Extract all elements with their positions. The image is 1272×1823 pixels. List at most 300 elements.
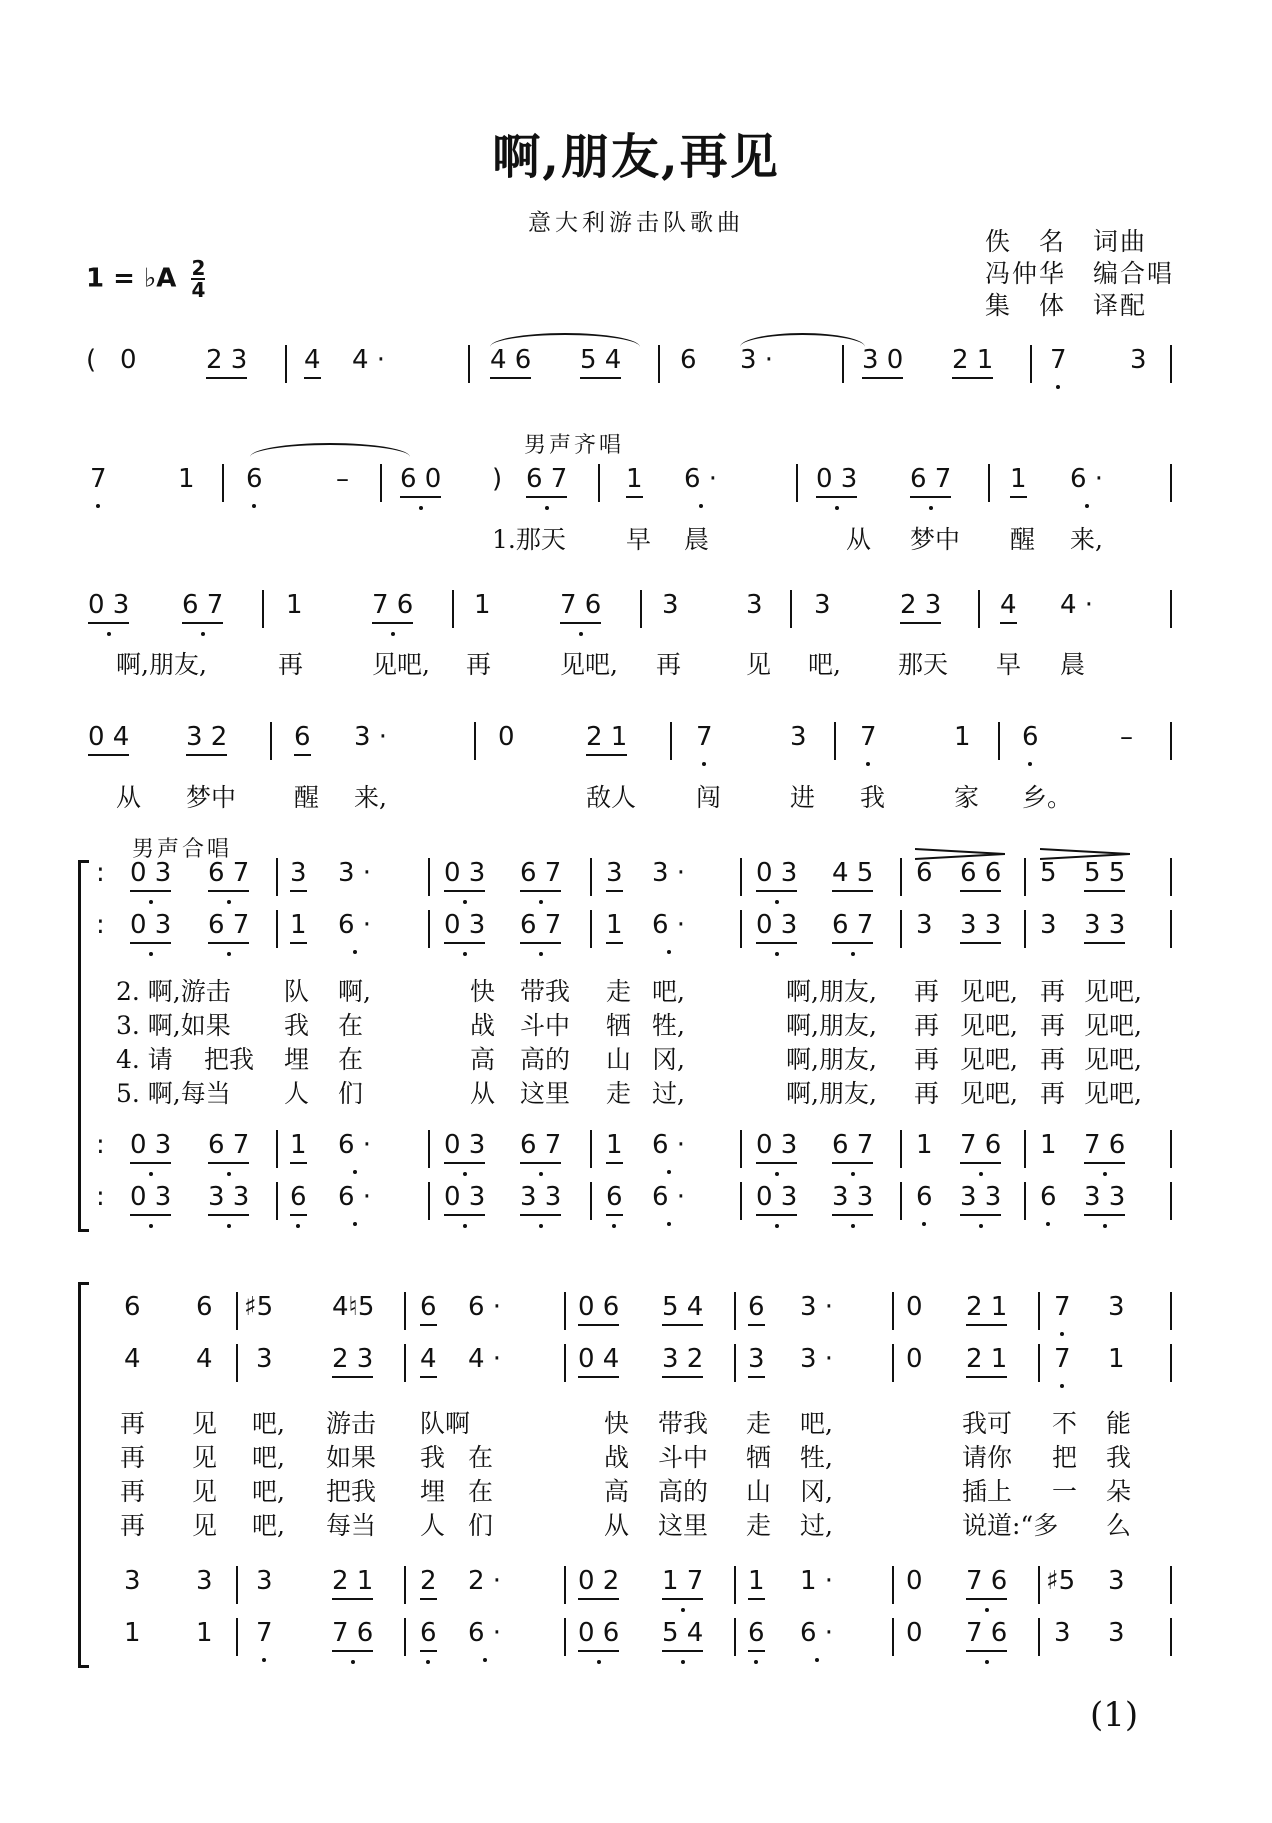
lyric: 不: [1052, 1409, 1078, 1438]
note: 0: [906, 1566, 923, 1596]
note: 1: [916, 1130, 933, 1160]
note: 4: [124, 1344, 141, 1374]
lyric: 从: [604, 1511, 630, 1540]
note: 7 6: [1084, 1130, 1125, 1164]
lyric-verse-4: [0, 1040, 1272, 1074]
lyric: 吧,: [252, 1511, 285, 1540]
note: (: [86, 345, 97, 375]
lyric: 冈,: [652, 1045, 685, 1074]
note: 2 3: [332, 1344, 373, 1378]
lyric: 再: [1040, 1011, 1066, 1040]
barline: [640, 590, 642, 628]
lyric: 啊,朋友,: [786, 1079, 877, 1108]
lyric: 再: [466, 650, 492, 679]
lyric-line-verse1-b: [0, 645, 1272, 679]
lyric: 晨: [1060, 650, 1086, 679]
note: 3 2: [662, 1344, 703, 1378]
lyric: 见吧,: [960, 977, 1018, 1006]
note: 6 ·: [338, 1130, 372, 1160]
note: 6 ·: [652, 1130, 686, 1160]
lyric: 晨: [684, 525, 710, 554]
note: 1: [290, 1130, 307, 1164]
note: 0 4: [88, 722, 129, 756]
chorus2-bass: [0, 1618, 1272, 1658]
lyric: 再: [278, 650, 304, 679]
note: 0 3: [130, 1130, 171, 1164]
lyric: 敌人: [586, 783, 637, 812]
lyric-verse-4-cont: [0, 1472, 1272, 1506]
note: 3: [256, 1566, 273, 1596]
note: 3: [1108, 1292, 1125, 1322]
chorus1-tenor1: : 0 3 6 7 3 3 · 0 3 6 7 3 3 · 0 3 4 5 6 6 6 5 5 5: [0, 858, 1272, 898]
note: 3: [606, 858, 623, 892]
barline: [262, 590, 264, 628]
barline: [590, 1130, 592, 1168]
lyric: 过,: [652, 1079, 685, 1108]
barline: [1170, 1566, 1172, 1604]
lyric: 3. 啊,如果: [116, 1011, 231, 1040]
note: 2 1: [586, 722, 627, 756]
barline: [428, 910, 430, 948]
note: 0: [906, 1344, 923, 1374]
note: 6 7: [832, 910, 873, 944]
note: 4♮5: [332, 1292, 375, 1322]
lyric: 能: [1106, 1409, 1132, 1438]
barline: [590, 858, 592, 896]
note: 6 7: [832, 1130, 873, 1164]
note: 1: [290, 910, 307, 944]
lyric: 啊,朋友,: [786, 1011, 877, 1040]
lyric: 见: [192, 1477, 218, 1506]
song-subtitle: 意大利游击队歌曲: [528, 210, 744, 236]
note: 5 5: [1084, 858, 1125, 892]
note: 3: [790, 722, 807, 752]
barline: [404, 1292, 406, 1330]
note: 4: [420, 1344, 437, 1378]
note: 6 0: [400, 464, 441, 498]
note: 0: [498, 722, 515, 752]
lyric: 来,: [354, 783, 387, 812]
score-row-2: [0, 464, 1272, 504]
lyric: 见吧,: [1084, 977, 1142, 1006]
note: 6: [290, 1182, 307, 1216]
lyric: 啊,朋友,: [786, 1045, 877, 1074]
lyric: 再: [1040, 1045, 1066, 1074]
barline: [670, 722, 672, 760]
note: 7: [860, 722, 877, 752]
lyric: 再: [120, 1409, 146, 1438]
note: 7: [90, 464, 107, 494]
lyric: 啊,朋友,: [116, 650, 207, 679]
note: ): [492, 464, 503, 494]
note: 6 ·: [652, 1182, 686, 1212]
credit-translation: 集 体 译配: [985, 291, 1148, 320]
lyric: 埋: [284, 1045, 310, 1074]
barline: [1170, 345, 1172, 383]
note: 7: [1050, 345, 1067, 375]
lyric: 牺: [606, 1011, 632, 1040]
lyric: 牲,: [652, 1011, 685, 1040]
lyric: 我: [1106, 1443, 1132, 1472]
score-row-3: [0, 590, 1272, 630]
barline: [734, 1292, 736, 1330]
lyric: 人: [284, 1079, 310, 1108]
barline: [590, 910, 592, 948]
lyric: 们: [338, 1079, 364, 1108]
lyric: 高的: [658, 1477, 709, 1506]
lyric: 再: [914, 1079, 940, 1108]
note: 3: [662, 590, 679, 620]
barline: [1170, 1618, 1172, 1656]
lyric: 战: [470, 1011, 496, 1040]
barline: [564, 1618, 566, 1656]
barline: [740, 1130, 742, 1168]
key-signature: [86, 258, 205, 300]
barline: [988, 464, 990, 502]
note: 2 3: [206, 345, 247, 379]
lyric: 人: [420, 1511, 446, 1540]
lyric: 见吧,: [372, 650, 430, 679]
note: 5 4: [580, 345, 621, 379]
lyric: 牺: [746, 1443, 772, 1472]
lyric: 见吧,: [1084, 1079, 1142, 1108]
lyric: 在: [468, 1477, 494, 1506]
note: 6 ·: [1070, 464, 1104, 494]
note: 3: [814, 590, 831, 620]
page-number: (1): [1090, 1695, 1139, 1735]
lyric: 插上: [962, 1477, 1013, 1506]
lyric: 队: [284, 977, 310, 1006]
note: 3: [748, 1344, 765, 1378]
lyric: 再: [1040, 977, 1066, 1006]
barline: [1170, 464, 1172, 502]
note: 4 5: [832, 858, 873, 892]
lyric: 把: [1052, 1443, 1078, 1472]
note: 4 ·: [352, 345, 386, 375]
lyric: 我: [420, 1443, 446, 1472]
note: 0 3: [816, 464, 857, 498]
barline: [1038, 1344, 1040, 1382]
lyric: 见: [192, 1443, 218, 1472]
barline: [276, 1182, 278, 1220]
lyric: 快: [470, 977, 496, 1006]
lyric: 1.那天: [492, 525, 566, 554]
lyric: 见: [192, 1511, 218, 1540]
note: 3: [1108, 1566, 1125, 1596]
note: 3 0: [862, 345, 903, 379]
score-row-1: [0, 345, 1272, 385]
note: 3 3: [960, 1182, 1001, 1216]
note: 3 3: [1084, 910, 1125, 944]
barline: [404, 1566, 406, 1604]
lyric: 把我: [204, 1045, 255, 1074]
lyric: 再: [120, 1511, 146, 1540]
lyric: 请你: [962, 1443, 1013, 1472]
lyric: 在: [338, 1011, 364, 1040]
barline: [734, 1566, 736, 1604]
lyric: 吧,: [652, 977, 685, 1006]
note: 1: [748, 1566, 765, 1600]
lyric: 过,: [800, 1511, 833, 1540]
note: 6 7: [520, 1130, 561, 1164]
note: 0 3: [756, 858, 797, 892]
lyric: 再: [1040, 1079, 1066, 1108]
note: 1: [286, 590, 303, 620]
note: 0 3: [444, 1182, 485, 1216]
lyric: 吧,: [252, 1409, 285, 1438]
lyric-verse-5-cont: [0, 1506, 1272, 1540]
lyric: 么: [1106, 1511, 1132, 1540]
barline: [658, 345, 660, 383]
lyric: 见: [746, 650, 772, 679]
note: 3 3: [520, 1182, 561, 1216]
note: 6 ·: [652, 910, 686, 940]
note: 0 3: [130, 858, 171, 892]
note: 3: [290, 858, 307, 892]
note: 1: [124, 1618, 141, 1648]
note: 2 1: [966, 1292, 1007, 1326]
note: 6: [916, 858, 933, 888]
note: 3: [1040, 910, 1057, 940]
lyric: 冈,: [800, 1477, 833, 1506]
lyric: 见: [192, 1409, 218, 1438]
lyric: 见吧,: [960, 1011, 1018, 1040]
note: 3 ·: [354, 722, 388, 752]
label-male-chorus: 男声合唱: [132, 837, 233, 862]
note: 6 7: [526, 464, 567, 498]
lyric: 见吧,: [1084, 1011, 1142, 1040]
note: 7 6: [960, 1130, 1001, 1164]
note: 4 6: [490, 345, 531, 379]
note: 3: [256, 1344, 273, 1374]
note: 2 3: [900, 590, 941, 624]
lyric: 家: [954, 783, 980, 812]
note: 0 2: [578, 1566, 619, 1600]
chorus1-bass: : 0 3 3 3 6 6 · 0 3 3 3 6 6 · 0 3 3 3 6 3 3 6 3 3: [0, 1182, 1272, 1222]
barline: [842, 345, 844, 383]
lyric: 啊,: [338, 977, 371, 1006]
barline: [236, 1618, 238, 1656]
lyric: 那天: [898, 650, 949, 679]
lyric: 我: [860, 783, 886, 812]
barline: [1170, 1182, 1172, 1220]
note: 7: [256, 1618, 273, 1648]
barline: [1024, 910, 1026, 948]
lyric: 梦中: [910, 525, 961, 554]
note: 3 ·: [800, 1344, 834, 1374]
score-row-4: [0, 722, 1272, 762]
chorus2-tenor1: [0, 1292, 1272, 1332]
note: 1: [1108, 1344, 1125, 1374]
lyric: 再: [120, 1443, 146, 1472]
barline: [790, 590, 792, 628]
note: 6 ·: [338, 1182, 372, 1212]
note: 2 1: [332, 1566, 373, 1600]
note: 2: [420, 1566, 437, 1600]
barline: [428, 1130, 430, 1168]
song-title: 啊,朋友,再见: [492, 129, 780, 185]
note: 6 ·: [800, 1618, 834, 1648]
lyric: 高: [470, 1045, 496, 1074]
note: 1: [606, 1130, 623, 1164]
lyric: 埋: [420, 1477, 446, 1506]
barline: [564, 1566, 566, 1604]
note: 0 3: [130, 910, 171, 944]
note: 0 3: [756, 1182, 797, 1216]
note: –: [336, 464, 349, 494]
note: 3: [746, 590, 763, 620]
barline: [892, 1344, 894, 1382]
note: 5: [1040, 858, 1057, 888]
chorus1-tenor2: : 0 3 6 7 1 6 · 0 3 6 7 1 6 · 0 3 6 7 3 3 3 3 3 3: [0, 910, 1272, 950]
note: 6: [748, 1618, 765, 1652]
chorus2-baritone: [0, 1566, 1272, 1606]
lyric: 一: [1052, 1477, 1078, 1506]
barline: [740, 858, 742, 896]
lyric-line-verse1-a: [0, 520, 1272, 554]
note: 7: [696, 722, 713, 752]
lyric: 队啊: [420, 1409, 471, 1438]
barline: [590, 1182, 592, 1220]
note: 3 3: [208, 1182, 249, 1216]
lyric: 山: [606, 1045, 632, 1074]
lyric: 再: [914, 1011, 940, 1040]
barline: [998, 722, 1000, 760]
lyric: 朵: [1106, 1477, 1132, 1506]
lyric: 走: [606, 1079, 632, 1108]
lyric: 每当: [326, 1511, 377, 1540]
lyric: 吧,: [252, 1477, 285, 1506]
lyric: 说道:“多: [962, 1511, 1059, 1540]
label-male-unison: 男声齐唱: [524, 433, 625, 458]
note: 3 ·: [338, 858, 372, 888]
barline: [740, 1182, 742, 1220]
note: ♯5: [244, 1292, 274, 1322]
lyric: 见吧,: [960, 1045, 1018, 1074]
note: 0 3: [444, 910, 485, 944]
note: 6: [294, 722, 311, 756]
lyric: 把我: [326, 1477, 377, 1506]
note: 6 ·: [338, 910, 372, 940]
time-top: 2: [191, 256, 206, 280]
barline: [740, 910, 742, 948]
barline: [564, 1344, 566, 1382]
lyric: 从: [846, 525, 872, 554]
note: 6 7: [208, 1130, 249, 1164]
barline: [404, 1618, 406, 1656]
note: 1: [626, 464, 643, 498]
lyric: 见吧,: [1084, 1045, 1142, 1074]
barline: [236, 1292, 238, 1330]
barline: [1038, 1292, 1040, 1330]
key-label: 1 = ♭A: [86, 263, 177, 294]
barline: [1024, 858, 1026, 896]
lyric: 这里: [658, 1511, 709, 1540]
lyric: 高: [604, 1477, 630, 1506]
note: 3: [1108, 1618, 1125, 1648]
lyric-verse-3: [0, 1006, 1272, 1040]
barline: [285, 345, 287, 383]
lyric: 走: [746, 1511, 772, 1540]
lyric: 游击: [326, 1409, 377, 1438]
lyric: 醒: [294, 783, 320, 812]
note: 6: [680, 345, 697, 375]
lyric: 这里: [520, 1079, 571, 1108]
note: 0 3: [88, 590, 129, 624]
lyric: 进: [790, 783, 816, 812]
barline: [270, 722, 272, 760]
lyric: 快: [604, 1409, 630, 1438]
lyric-verse-3-cont: [0, 1438, 1272, 1472]
barline: [900, 910, 902, 948]
note: 6 7: [910, 464, 951, 498]
lyric-line-verse1-c: [0, 778, 1272, 812]
note: 1: [474, 590, 491, 620]
note: 5 4: [662, 1292, 703, 1326]
slur: [490, 333, 640, 347]
note: 6: [420, 1618, 437, 1652]
note: 6: [1022, 722, 1039, 752]
lyric: 从: [470, 1079, 496, 1108]
note: 1: [954, 722, 971, 752]
lyric: 高的: [520, 1045, 571, 1074]
note: 7 6: [966, 1618, 1007, 1652]
lyric: 从: [116, 783, 142, 812]
note: 6 ·: [684, 464, 718, 494]
note: 3 2: [186, 722, 227, 756]
note: 3: [916, 910, 933, 940]
barline: [1170, 1292, 1172, 1330]
note: 3 ·: [800, 1292, 834, 1322]
note: 6 7: [208, 910, 249, 944]
note: 6 7: [182, 590, 223, 624]
barline: [1170, 1344, 1172, 1382]
note: 3 ·: [652, 858, 686, 888]
note: 6 ·: [468, 1618, 502, 1648]
barline: [598, 464, 600, 502]
lyric: 早: [996, 650, 1022, 679]
note: 4 ·: [468, 1344, 502, 1374]
lyric: 见吧,: [560, 650, 618, 679]
lyric: 见吧,: [960, 1079, 1018, 1108]
note: 1: [178, 464, 195, 494]
note: 0 3: [756, 1130, 797, 1164]
note: 6 ·: [468, 1292, 502, 1322]
time-signature: [191, 258, 205, 300]
note: 6 7: [208, 858, 249, 892]
chorus1-baritone: : 0 3 6 7 1 6 · 0 3 6 7 1 6 · 0 3 6 7 1 7 6 1 7 6: [0, 1130, 1272, 1170]
barline: [892, 1292, 894, 1330]
note: 7 6: [560, 590, 601, 624]
slur: [250, 443, 410, 457]
note: 1 7: [662, 1566, 703, 1600]
lyric: 我: [284, 1011, 310, 1040]
lyric: 吧,: [808, 650, 841, 679]
note: 0: [906, 1292, 923, 1322]
lyric: 闯: [696, 783, 722, 812]
note: 3 3: [832, 1182, 873, 1216]
slur: [740, 333, 865, 347]
note: 3: [1054, 1618, 1071, 1648]
note: 7 6: [966, 1566, 1007, 1600]
note: 6 7: [520, 858, 561, 892]
barline: [236, 1344, 238, 1382]
barline: [900, 1182, 902, 1220]
barline: [428, 858, 430, 896]
note: 6: [1040, 1182, 1057, 1212]
lyric: 在: [468, 1443, 494, 1472]
barline: [1024, 1130, 1026, 1168]
